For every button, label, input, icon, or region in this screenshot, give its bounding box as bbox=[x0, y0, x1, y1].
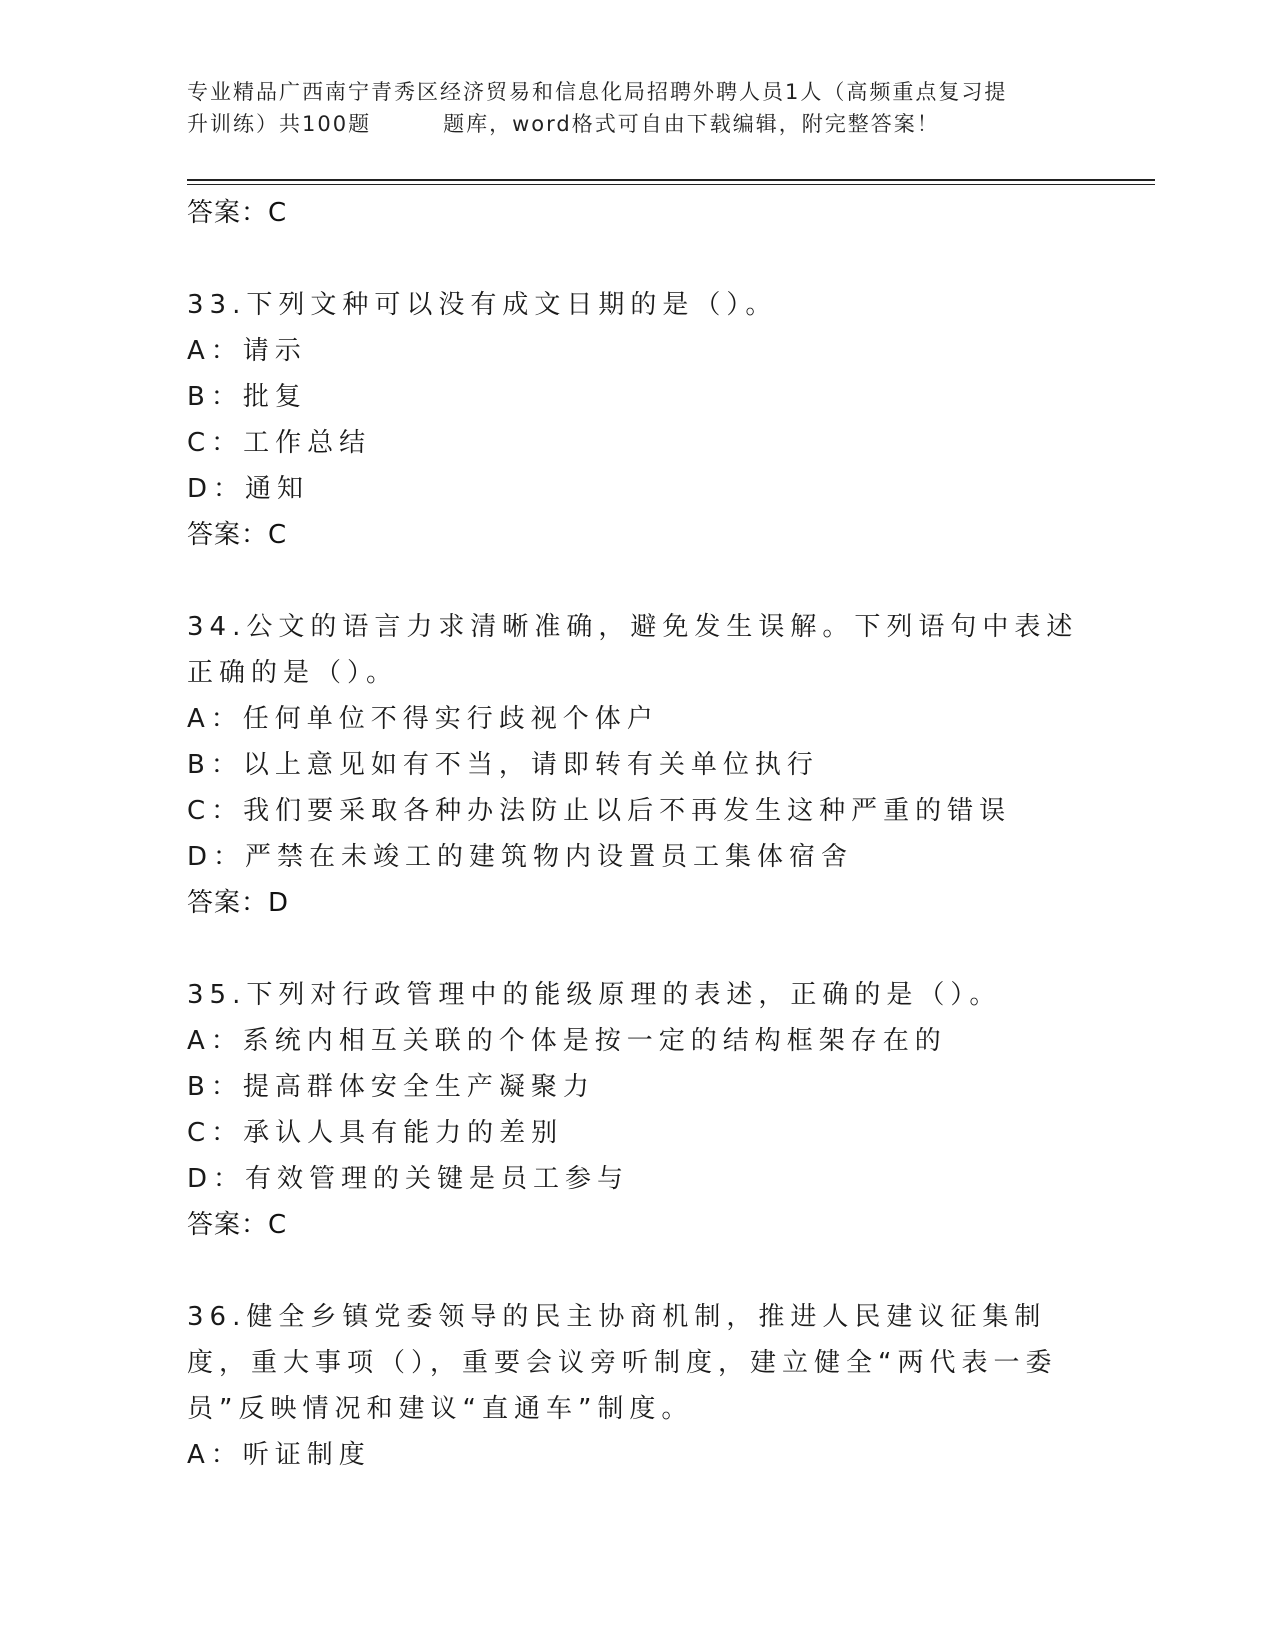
question-33 bbox=[187, 282, 1087, 558]
option-a: A：任何单位不得实行歧视个体户 bbox=[187, 704, 659, 734]
header-line-2 bbox=[187, 108, 1087, 140]
question-stem: 33.下列文种可以没有成文日期的是（）。 bbox=[187, 290, 778, 320]
option-b: B：以上意见如有不当，请即转有关单位执行 bbox=[187, 750, 819, 780]
option-b: B：批复 bbox=[187, 382, 307, 412]
header-line-1: 专业精品广西南宁青秀区经济贸易和信息化局招聘外聘人员1人（高频重点复习提 bbox=[187, 80, 1008, 104]
option-d: D：通知 bbox=[187, 474, 310, 504]
question-stem: 34.公文的语言力求清晰准确，避免发生误解。下列语句中表述正确的是（）。 bbox=[187, 612, 1079, 688]
option-c: C：工作总结 bbox=[187, 428, 372, 458]
option-a: A：请示 bbox=[187, 336, 307, 366]
option-a: A：听证制度 bbox=[187, 1440, 371, 1470]
header-line-2-right: 题库，word格式可自由下载编辑，附完整答案！ bbox=[443, 112, 940, 136]
header-divider-thick bbox=[187, 179, 1155, 181]
question-stem: 35.下列对行政管理中的能级原理的表述，正确的是（）。 bbox=[187, 980, 1002, 1010]
option-d: D：严禁在未竣工的建筑物内设置员工集体宿舍 bbox=[187, 842, 854, 872]
question-35 bbox=[187, 972, 1087, 1248]
document-header bbox=[187, 76, 1087, 140]
question-36 bbox=[187, 1294, 1087, 1478]
question-stem: 36.健全乡镇党委领导的民主协商机制，推进人民建议征集制度，重大事项（），重要会议旁听制度，建立健全“两代表一委员”反映情况和建议“直通车”制度。 bbox=[187, 1302, 1058, 1424]
answer-label: 答案：C bbox=[187, 198, 288, 228]
answer-label: 答案：C bbox=[187, 1210, 288, 1240]
header-line-2-left: 升训练）共100题 bbox=[187, 112, 372, 136]
header-divider-thin bbox=[187, 184, 1155, 185]
option-c: C：我们要采取各种办法防止以后不再发生这种严重的错误 bbox=[187, 796, 1012, 826]
question-list bbox=[187, 190, 1087, 1478]
question-34 bbox=[187, 604, 1087, 926]
option-b: B：提高群体安全生产凝聚力 bbox=[187, 1072, 595, 1102]
answer-label: 答案：C bbox=[187, 520, 288, 550]
option-a: A：系统内相互关联的个体是按一定的结构框架存在的 bbox=[187, 1026, 947, 1056]
option-c: C：承认人具有能力的差别 bbox=[187, 1118, 564, 1148]
option-d: D：有效管理的关键是员工参与 bbox=[187, 1164, 630, 1194]
answer-label: 答案：D bbox=[187, 888, 290, 918]
